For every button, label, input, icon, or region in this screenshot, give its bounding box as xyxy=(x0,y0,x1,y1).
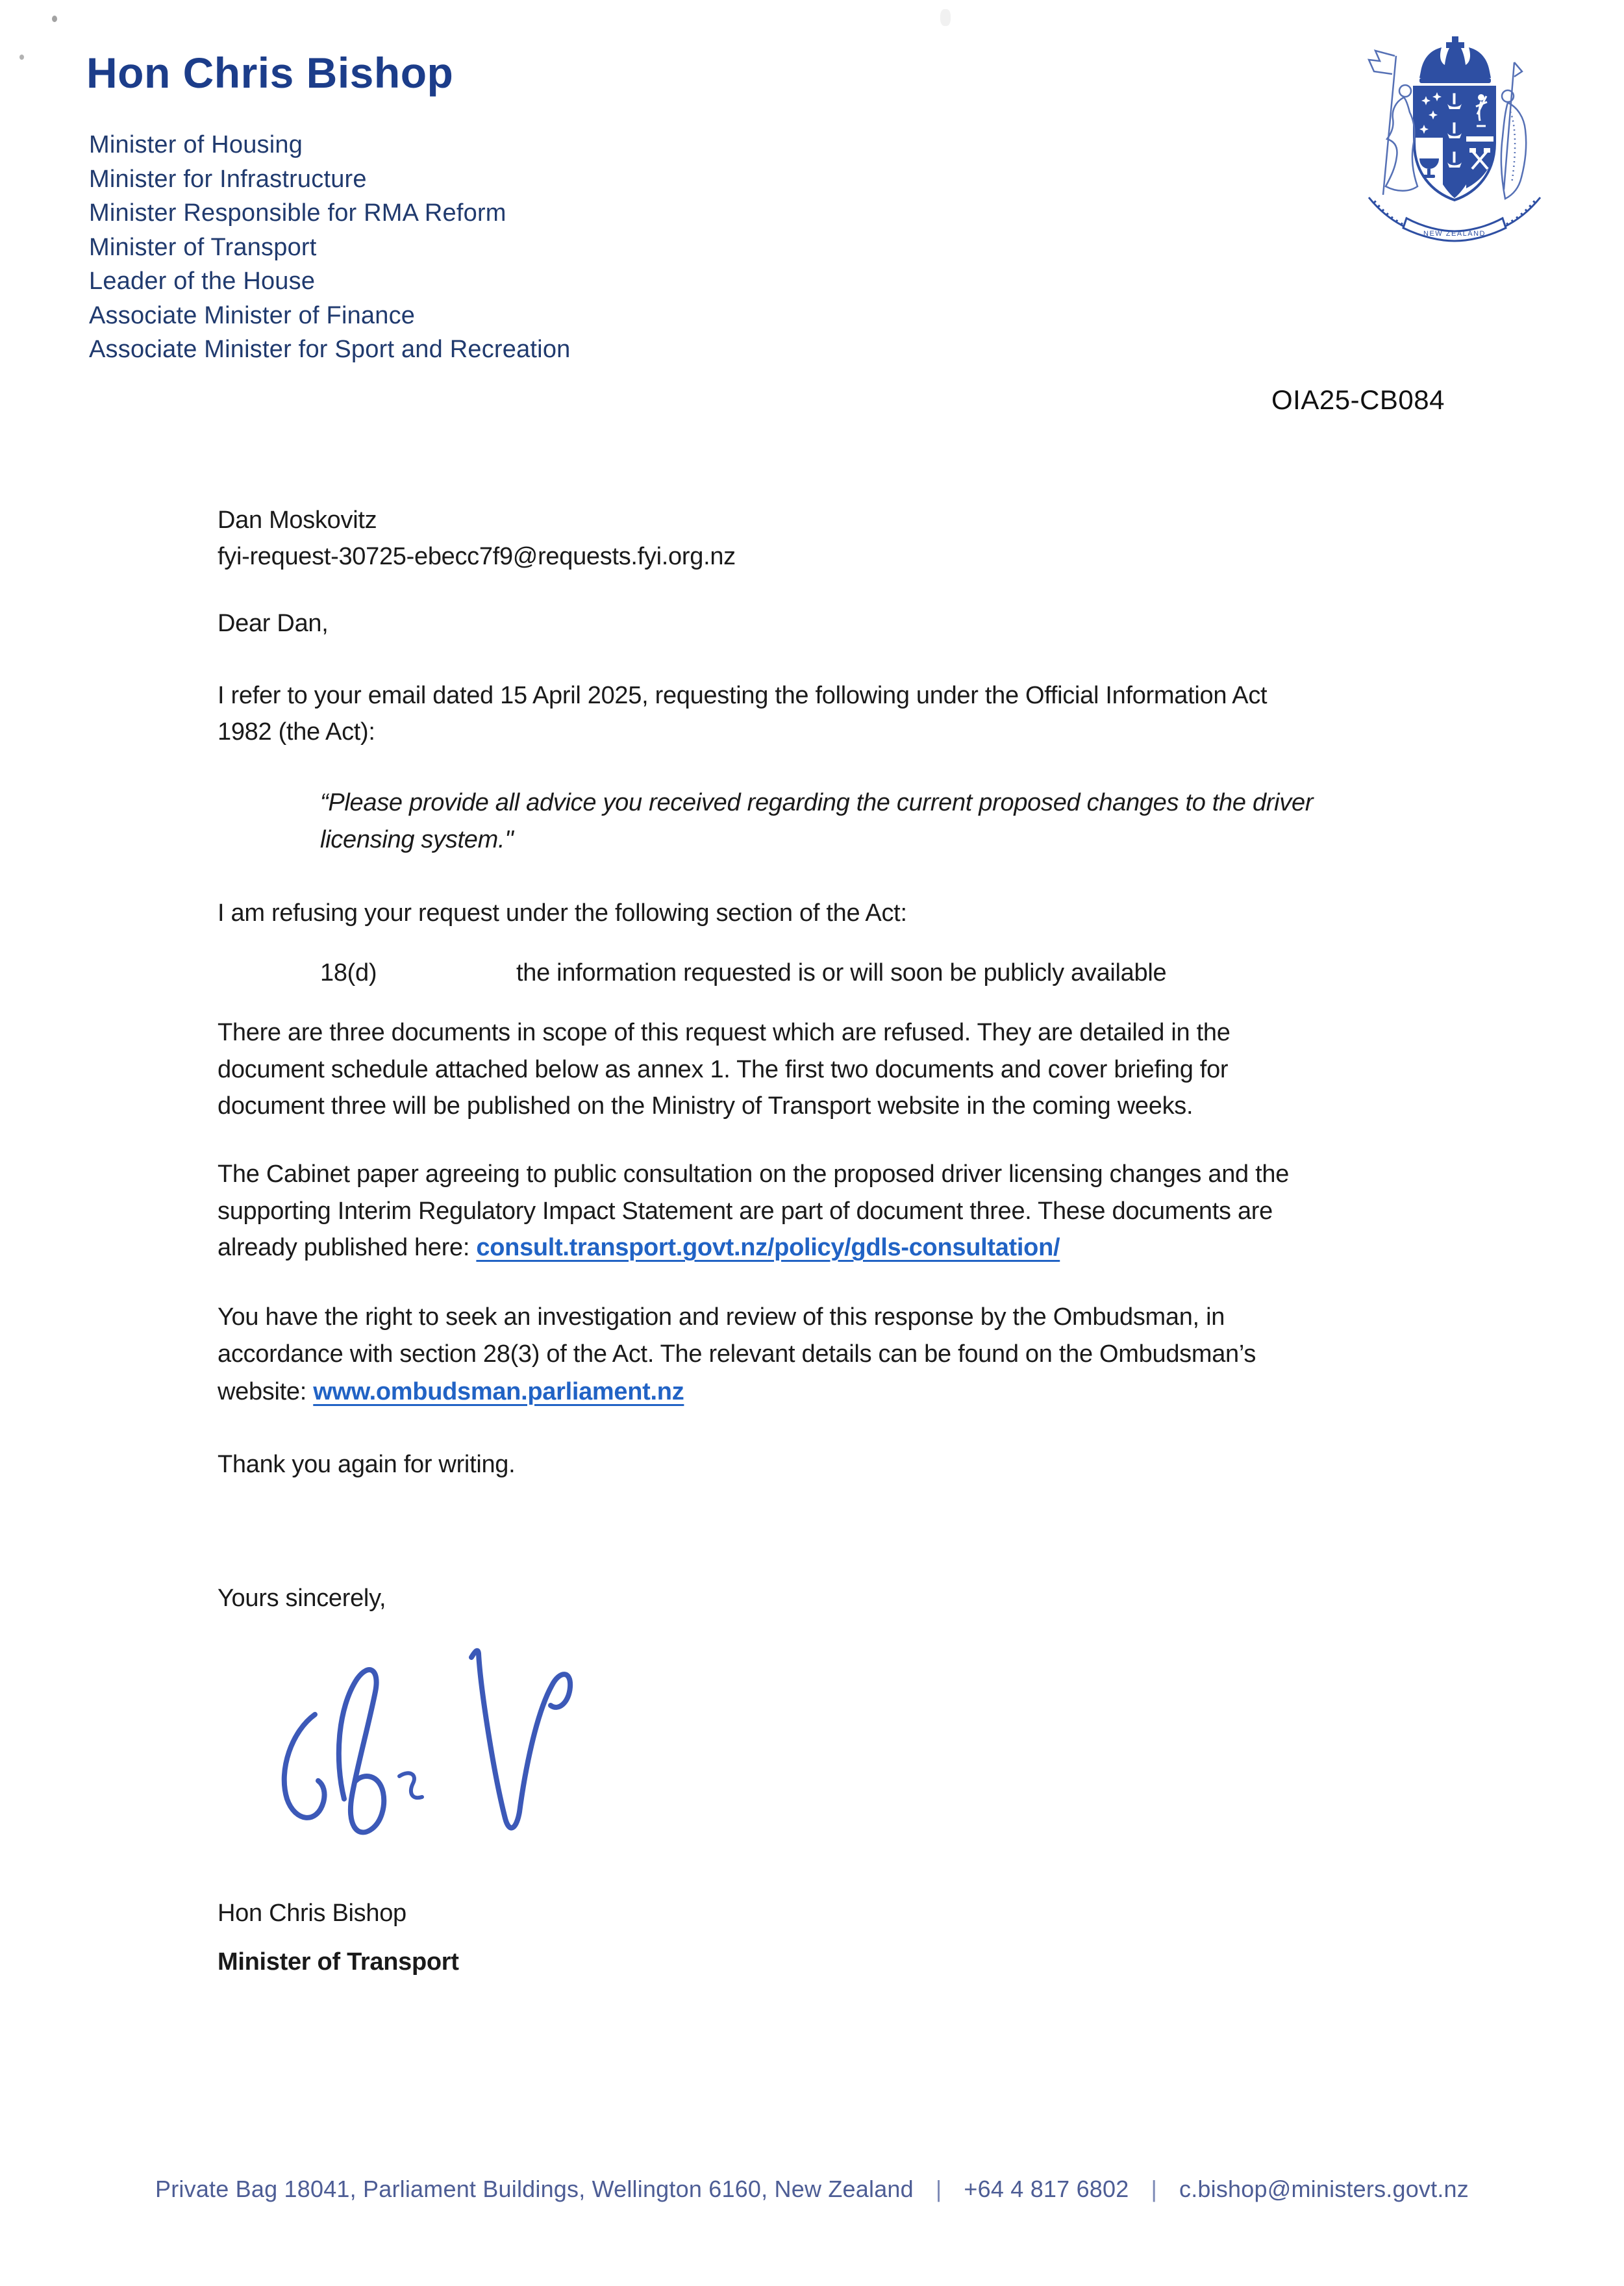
body-line: I refer to your email dated 15 April 2025, requesting the following under the Official Information Act xyxy=(218,682,1268,709)
ombudsman-link[interactable]: www.ombudsman.parliament.nz xyxy=(313,1378,684,1405)
link-prefix-text: website: xyxy=(218,1378,314,1405)
portfolio-line: Minister for Infrastructure xyxy=(89,165,367,193)
shield-icon xyxy=(1414,87,1495,200)
body-line: 1982 (the Act): xyxy=(218,718,375,746)
valediction: Yours sincerely, xyxy=(218,1585,386,1612)
portfolio-line: Leader of the House xyxy=(89,268,316,295)
link-prefix-text: already published here: xyxy=(218,1234,477,1261)
letterhead-portfolios xyxy=(89,128,571,367)
refusal-intro: I am refusing your request under the following section of the Act: xyxy=(218,899,907,927)
quoted-request-line: licensing system." xyxy=(320,826,514,853)
body-line: document three will be published on the Ministry of Transport website in the coming weeks. xyxy=(218,1092,1193,1120)
consultation-link[interactable]: consult.transport.govt.nz/policy/gdls-consultation/ xyxy=(476,1234,1060,1261)
portfolio-line: Associate Minister for Sport and Recreation xyxy=(89,336,571,363)
scan-speck xyxy=(19,55,24,60)
salutation: Dear Dan, xyxy=(218,610,329,637)
portfolio-line: Minister Responsible for RMA Reform xyxy=(89,199,506,227)
scroll-text: NEW ZEALAND xyxy=(1423,230,1486,238)
reference-number: OIA25-CB084 xyxy=(1271,384,1445,415)
body-line: document schedule attached below as annex 1. The first two documents and cover briefing for xyxy=(218,1056,1229,1083)
refusal-section-code: 18(d) xyxy=(320,959,377,986)
footer-email: c.bishop@ministers.govt.nz xyxy=(1179,2176,1469,2202)
body-line: The Cabinet paper agreeing to public consultation on the proposed driver licensing changes and the xyxy=(218,1161,1290,1188)
footer-separator: | xyxy=(1151,2176,1158,2202)
letterhead-name: Hon Chris Bishop xyxy=(86,49,454,97)
portfolio-line: Minister of Housing xyxy=(89,131,303,158)
refusal-section-description: the information requested is or will soon be publicly available xyxy=(516,959,1167,986)
signoff-role: Minister of Transport xyxy=(218,1948,459,1976)
footer-separator: | xyxy=(935,2176,942,2202)
portfolio-line: Associate Minister of Finance xyxy=(89,301,416,329)
handwritten-signature xyxy=(266,1611,669,1844)
portfolio-line: Minister of Transport xyxy=(89,233,317,261)
body-line: You have the right to seek an investigation and review of this response by the Ombudsman, in xyxy=(218,1303,1225,1331)
body-line: accordance with section 28(3) of the Act. The relevant details can be found on the Ombudsman’s xyxy=(218,1340,1256,1368)
footer-phone: +64 4 817 6802 xyxy=(964,2176,1129,2202)
crown-icon xyxy=(1419,36,1491,83)
signoff-name: Hon Chris Bishop xyxy=(218,1900,406,1927)
letter-footer xyxy=(0,2176,1624,2203)
left-supporter-figure xyxy=(1369,51,1418,195)
nz-coat-of-arms xyxy=(1344,34,1565,251)
recipient-email: fyi-request-30725-ebecc7f9@requests.fyi.org.nz xyxy=(218,543,736,570)
scan-speck xyxy=(940,9,951,26)
recipient-name: Dan Moskovitz xyxy=(218,507,377,534)
quoted-request-line: “Please provide all advice you received regarding the current proposed changes to the driver xyxy=(320,789,1314,816)
scan-speck xyxy=(52,16,57,22)
right-supporter-figure xyxy=(1501,62,1526,199)
body-line xyxy=(218,1378,684,1406)
closing-thanks: Thank you again for writing. xyxy=(218,1451,516,1478)
body-line xyxy=(218,1234,1060,1262)
scroll-banner xyxy=(1403,218,1506,241)
footer-address: Private Bag 18041, Parliament Buildings, Wellington 6160, New Zealand xyxy=(155,2176,914,2202)
body-line: supporting Interim Regulatory Impact Statement are part of document three. These documents are xyxy=(218,1198,1273,1225)
body-line: There are three documents in scope of this request which are refused. They are detailed in the xyxy=(218,1019,1230,1046)
